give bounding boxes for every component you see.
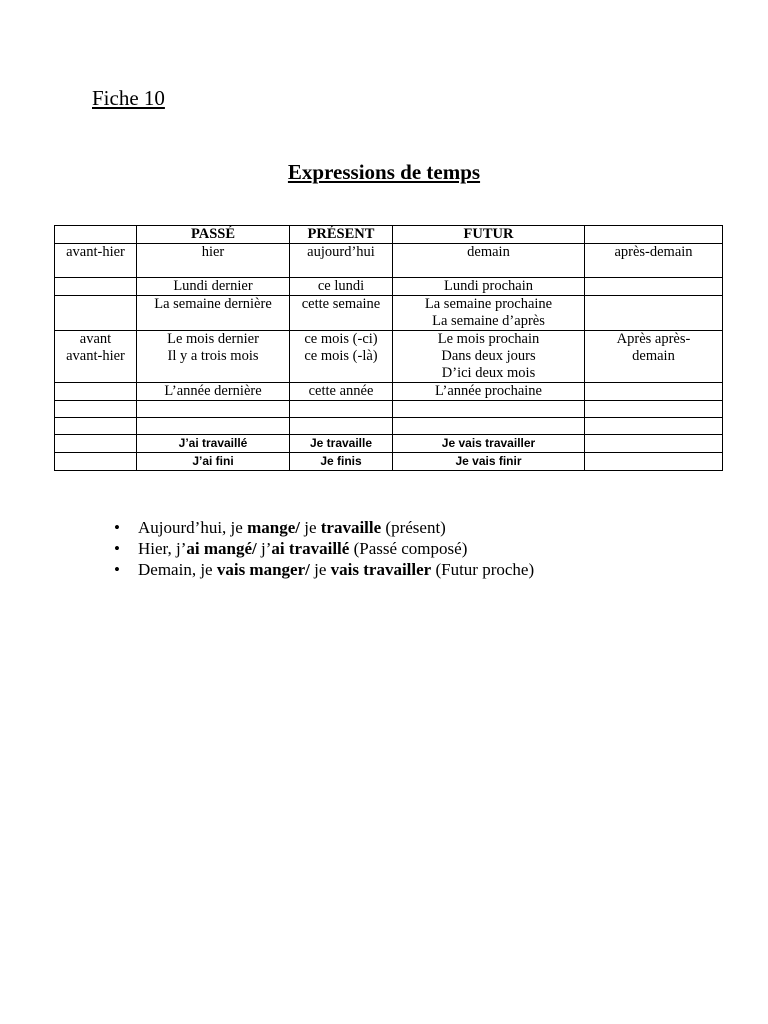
table-row bbox=[55, 278, 723, 296]
table-cell bbox=[585, 418, 723, 435]
list-item: • Hier, j’ai mangé/ j’ai travaillé (Passé composé) bbox=[114, 539, 468, 558]
table-cell bbox=[585, 435, 723, 453]
table-cell: ce lundi bbox=[290, 278, 393, 296]
table-row bbox=[55, 244, 723, 278]
table-cell: Lundi dernier bbox=[137, 278, 290, 296]
table-cell bbox=[393, 418, 585, 435]
list-item: • Demain, je vais manger/ je vais travailler (Futur proche) bbox=[114, 560, 535, 579]
bullet-icon: • bbox=[114, 539, 120, 558]
sheet-number: Fiche 10 bbox=[92, 86, 165, 110]
table-cell: après-demain bbox=[585, 244, 723, 278]
table-cell: L’année dernière bbox=[137, 383, 290, 401]
table-header-futur: FUTUR bbox=[393, 226, 585, 244]
table-cell: J’ai fini bbox=[137, 453, 290, 471]
table-row bbox=[55, 418, 723, 435]
table-cell: Lundi prochain bbox=[393, 278, 585, 296]
table-header-cell bbox=[585, 226, 723, 244]
table-cell bbox=[55, 383, 137, 401]
table-cell: Je finis bbox=[290, 453, 393, 471]
table-cell: aujourd’hui bbox=[290, 244, 393, 278]
table-cell: demain bbox=[393, 244, 585, 278]
table-cell bbox=[585, 453, 723, 471]
table-cell: Le mois prochain Dans deux jours D’ici deux mois bbox=[393, 331, 585, 383]
table-cell: La semaine prochaine La semaine d’après bbox=[393, 296, 585, 331]
table-header-present: PRÉSENT bbox=[290, 226, 393, 244]
tense-examples-list bbox=[114, 517, 534, 580]
page-title: Expressions de temps bbox=[287, 160, 481, 184]
table-cell: L’année prochaine bbox=[393, 383, 585, 401]
table-cell: Je travaille bbox=[290, 435, 393, 453]
table-cell bbox=[585, 401, 723, 418]
time-expressions-table bbox=[54, 225, 723, 471]
table-row bbox=[55, 435, 723, 453]
table-cell: cette année bbox=[290, 383, 393, 401]
table-cell bbox=[55, 453, 137, 471]
table-row bbox=[55, 383, 723, 401]
table-row bbox=[55, 453, 723, 471]
table-cell: Je vais travailler bbox=[393, 435, 585, 453]
table-cell bbox=[585, 383, 723, 401]
table-cell: avant-hier bbox=[55, 244, 137, 278]
table-cell bbox=[290, 418, 393, 435]
table-cell: hier bbox=[137, 244, 290, 278]
table-cell bbox=[55, 401, 137, 418]
table-cell: Après après- demain bbox=[585, 331, 723, 383]
table-cell bbox=[55, 278, 137, 296]
table-cell bbox=[55, 296, 137, 331]
table-cell: ce mois (-ci) ce mois (-là) bbox=[290, 331, 393, 383]
table-cell bbox=[585, 296, 723, 331]
table-cell bbox=[137, 418, 290, 435]
table-cell: Je vais finir bbox=[393, 453, 585, 471]
bullet-icon: • bbox=[114, 518, 120, 537]
table-cell bbox=[137, 401, 290, 418]
table-row bbox=[55, 331, 723, 383]
table-cell: Le mois dernier Il y a trois mois bbox=[137, 331, 290, 383]
table-header-passe: PASSÉ bbox=[137, 226, 290, 244]
table-cell: La semaine dernière bbox=[137, 296, 290, 331]
list-item: • Aujourd’hui, je mange/ je travaille (présent) bbox=[114, 518, 446, 537]
table-cell: J’ai travaillé bbox=[137, 435, 290, 453]
table-cell: avant avant-hier bbox=[55, 331, 137, 383]
table-cell bbox=[55, 435, 137, 453]
table-cell bbox=[55, 418, 137, 435]
table-cell bbox=[290, 401, 393, 418]
table-row bbox=[55, 401, 723, 418]
bullet-icon: • bbox=[114, 560, 120, 579]
table-cell bbox=[393, 401, 585, 418]
table-row bbox=[55, 296, 723, 331]
table-header-cell bbox=[55, 226, 137, 244]
table-header-row bbox=[55, 226, 723, 244]
table-cell bbox=[585, 278, 723, 296]
table-cell: cette semaine bbox=[290, 296, 393, 331]
